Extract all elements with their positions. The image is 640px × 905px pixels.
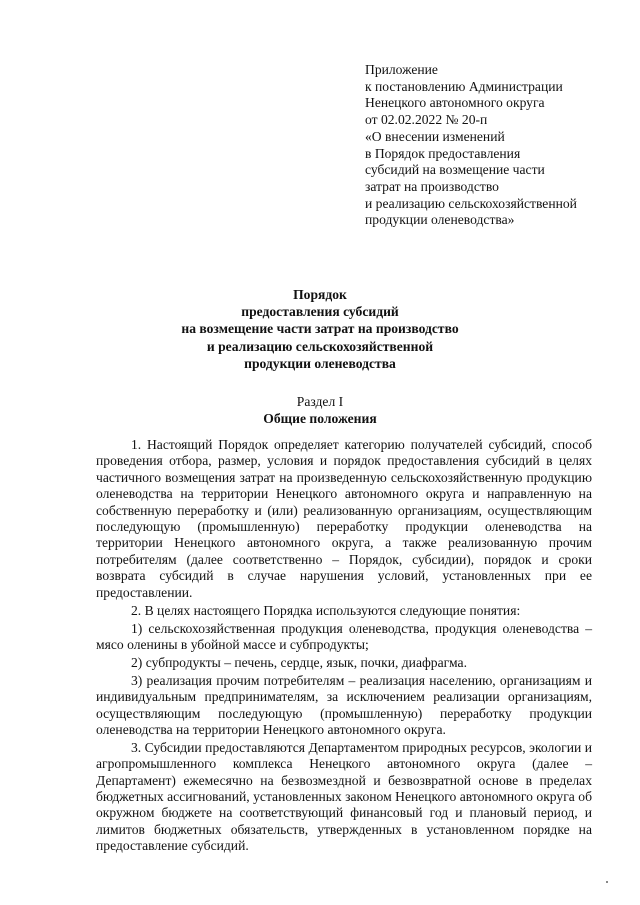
appendix-line: продукции оленеводства»: [365, 212, 515, 228]
appendix-line: к постановлению Администрации: [365, 78, 563, 94]
appendix-line: субсидий на возмещение части: [365, 162, 545, 178]
paragraph-3: 3. Субсидии предоставляются Департаментом природных ресурсов, экологии и агропромышленного комплекса Ненецкого автономного округа (далее – Департамент) ежемесячно на безвозмездной и безвозвратной основе в пределах бюджетных ассигнований, установленных законом Ненецкого автономного округа об окружном бюджете на соответствующий финансовый год и плановый период, и лимитов бюджетных обязательств, утвержденных в установленном порядке на предоставление субсидий.: [96, 739, 592, 854]
scan-dot: [606, 881, 608, 883]
appendix-header: [365, 62, 625, 229]
appendix-line: Ненецкого автономного округа: [365, 95, 545, 111]
title-line: на возмещение части затрат на производство: [181, 321, 459, 337]
appendix-line: и реализацию сельскохозяйственной: [365, 195, 577, 211]
title-line: и реализацию сельскохозяйственной: [206, 338, 434, 354]
section-number: Раздел I: [296, 394, 344, 409]
document-body: [96, 437, 592, 855]
title-line: Порядок: [293, 287, 347, 302]
appendix-line: в Порядок предоставления: [365, 145, 521, 161]
appendix-line: от 02.02.2022 № 20-п: [365, 112, 488, 128]
title-line: предоставления субсидий: [241, 304, 399, 320]
section-heading: [0, 393, 640, 427]
appendix-line: затрат на производство: [365, 178, 499, 194]
paragraph-2: 2. В целях настоящего Порядка используются следующие понятия:: [131, 602, 521, 618]
paragraph-1: 1. Настоящий Порядок определяет категорию получателей субсидий, способ проведения отбора, размер, условия и порядок предоставления субсидий в целях частичного возмещения затрат на произведенную сельскохозяйственную продукцию оленеводства на территории Ненецкого автономного округа и направленную на собственную переработку и (или) реализованную организациям, осуществляющим последующую (промышленную) переработку продукции оленеводства на территории Ненецкого автономного округа, а также реализованную прочим потребителям (далее соответственно – Порядок, субсидии), порядок и сроки возврата субсидий в случае нарушения условий, установленных при ее предоставлении.: [96, 437, 592, 600]
paragraph-2-item-3: 3) реализация прочим потребителям – реализация населению, организациям и индивидуальным предпринимателям, за исключением реализации организациям, осуществляющим последующую (промышленную) переработку продукции оленеводства на территории Ненецкого автономного округа.: [96, 673, 592, 738]
appendix-line: «О внесении изменений: [365, 128, 505, 144]
document-title: [0, 286, 640, 372]
title-line: продукции оленеводства: [244, 355, 396, 371]
appendix-line: Приложение: [365, 62, 438, 77]
paragraph-2-item-2: 2) субпродукты – печень, сердце, язык, почки, диафрагма.: [131, 655, 467, 671]
section-name: Общие положения: [263, 411, 377, 427]
paragraph-2-item-1: 1) сельскохозяйственная продукция оленеводства, продукция оленеводства – мясо оленины в убойной массе и субпродукты;: [96, 620, 592, 653]
